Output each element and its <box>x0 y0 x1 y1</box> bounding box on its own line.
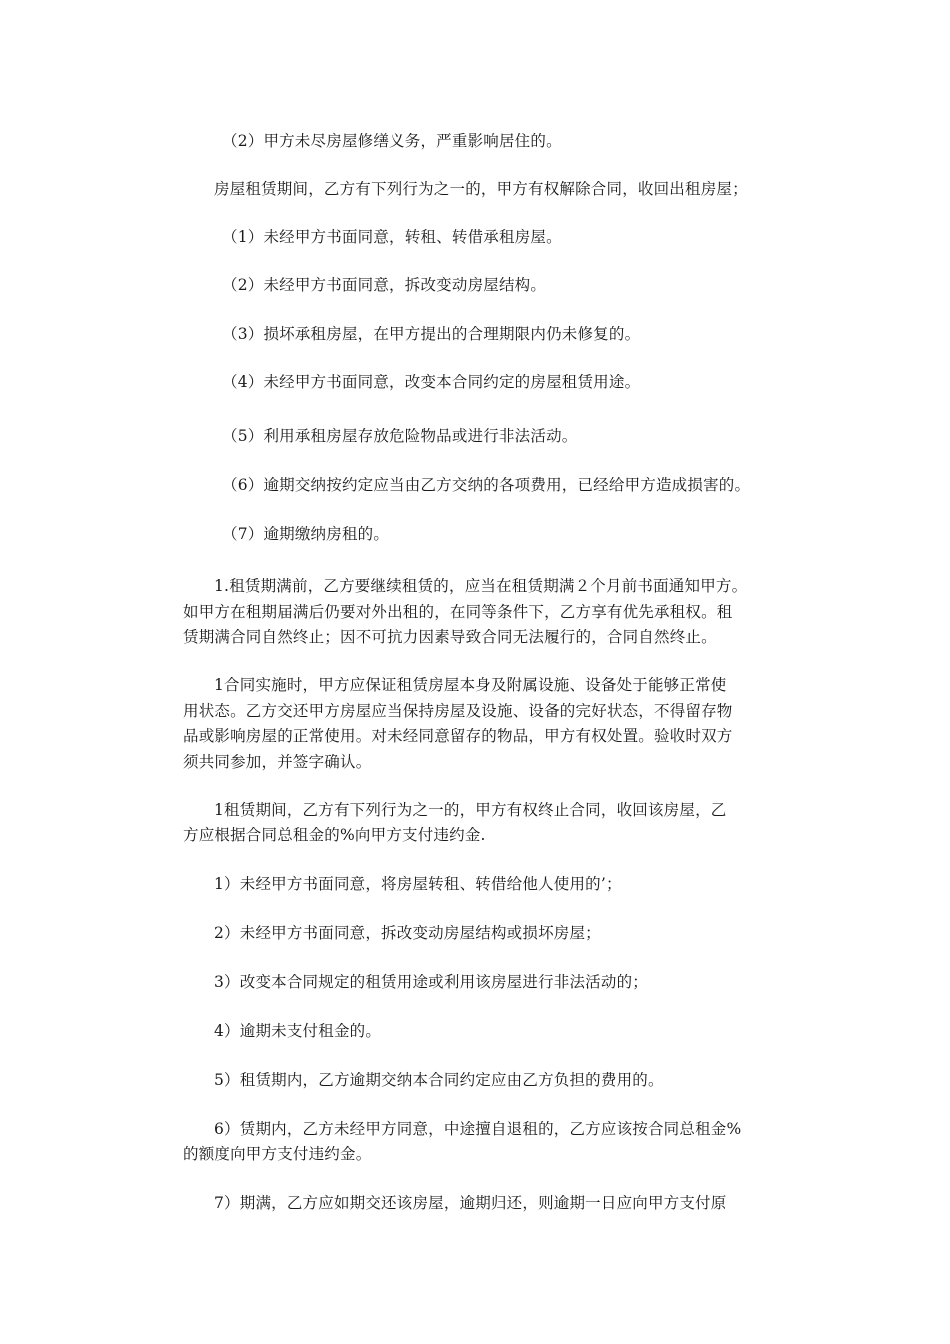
paragraph-16-line-1: 4）逾期未支付租金的。 <box>214 1022 382 1040</box>
paragraph-1-line-1: （2）甲方未尽房屋修缮义务，严重影响居住的。 <box>222 132 562 150</box>
paragraph-3-line-1: （1）未经甲方书面同意，转租、转借承租房屋。 <box>222 228 562 246</box>
paragraph-5-line-1: （3）损坏承租房屋，在甲方提出的合理期限内仍未修复的。 <box>222 325 641 343</box>
paragraph-11-line-2: 用状态。乙方交还甲方房屋应当保持房屋及设施、设备的完好状态，不得留存物 <box>183 702 733 720</box>
paragraph-17-line-1: 5）租赁期内，乙方逾期交纳本合同约定应由乙方负担的费用的。 <box>214 1071 664 1089</box>
paragraph-18-line-2: 的额度向甲方支付违约金。 <box>183 1145 372 1163</box>
paragraph-13-line-1: 1）未经甲方书面同意，将房屋转租、转借给他人使用的’； <box>214 875 622 893</box>
paragraph-15-line-1: 3）改变本合同规定的租赁用途或利用该房屋进行非法活动的； <box>214 973 648 991</box>
paragraph-10-line-2: 如甲方在租期届满后仍要对外出租的，在同等条件下，乙方享有优先承租权。租 <box>183 603 733 621</box>
paragraph-2-line-1: 房屋租赁期间，乙方有下列行为之一的，甲方有权解除合同，收回出租房屋； <box>214 180 748 198</box>
paragraph-12-line-1: 1租赁期间，乙方有下列行为之一的，甲方有权终止合同，收回该房屋，乙 <box>214 801 727 819</box>
paragraph-7-line-1: （5）利用承租房屋存放危险物品或进行非法活动。 <box>222 427 578 445</box>
paragraph-14-line-1: 2）未经甲方书面同意，拆改变动房屋结构或损坏房屋； <box>214 924 601 942</box>
paragraph-4-line-1: （2）未经甲方书面同意，拆改变动房屋结构。 <box>222 276 547 294</box>
paragraph-11-line-3: 品或影响房屋的正常使用。对未经同意留存的物品，甲方有权处置。验收时双方 <box>183 727 733 745</box>
paragraph-18-line-1: 6）赁期内，乙方未经甲方同意，中途擅自退租的，乙方应该按合同总租金% <box>214 1120 742 1138</box>
paragraph-10-line-1: 1.租赁期满前，乙方要继续租赁的，应当在租赁期满２个月前书面通知甲方。 <box>214 577 748 595</box>
paragraph-9-line-1: （7）逾期缴纳房租的。 <box>222 525 390 543</box>
paragraph-6-line-1: （4）未经甲方书面同意，改变本合同约定的房屋租赁用途。 <box>222 373 641 391</box>
paragraph-11-line-1: 1合同实施时，甲方应保证租赁房屋本身及附属设施、设备处于能够正常使 <box>214 676 727 694</box>
paragraph-11-line-4: 须共同参加，并签字确认。 <box>183 753 372 771</box>
paragraph-19-line-1: 7）期满，乙方应如期交还该房屋，逾期归还，则逾期一日应向甲方支付原 <box>214 1194 727 1212</box>
paragraph-8-line-1: （6）逾期交纳按约定应当由乙方交纳的各项费用，已经给甲方造成损害的。 <box>222 476 751 494</box>
paragraph-12-line-2: 方应根据合同总租金的%向甲方支付违约金. <box>183 826 486 844</box>
paragraph-10-line-3: 赁期满合同自然终止；因不可抗力因素导致合同无法履行的，合同自然终止。 <box>183 628 717 646</box>
